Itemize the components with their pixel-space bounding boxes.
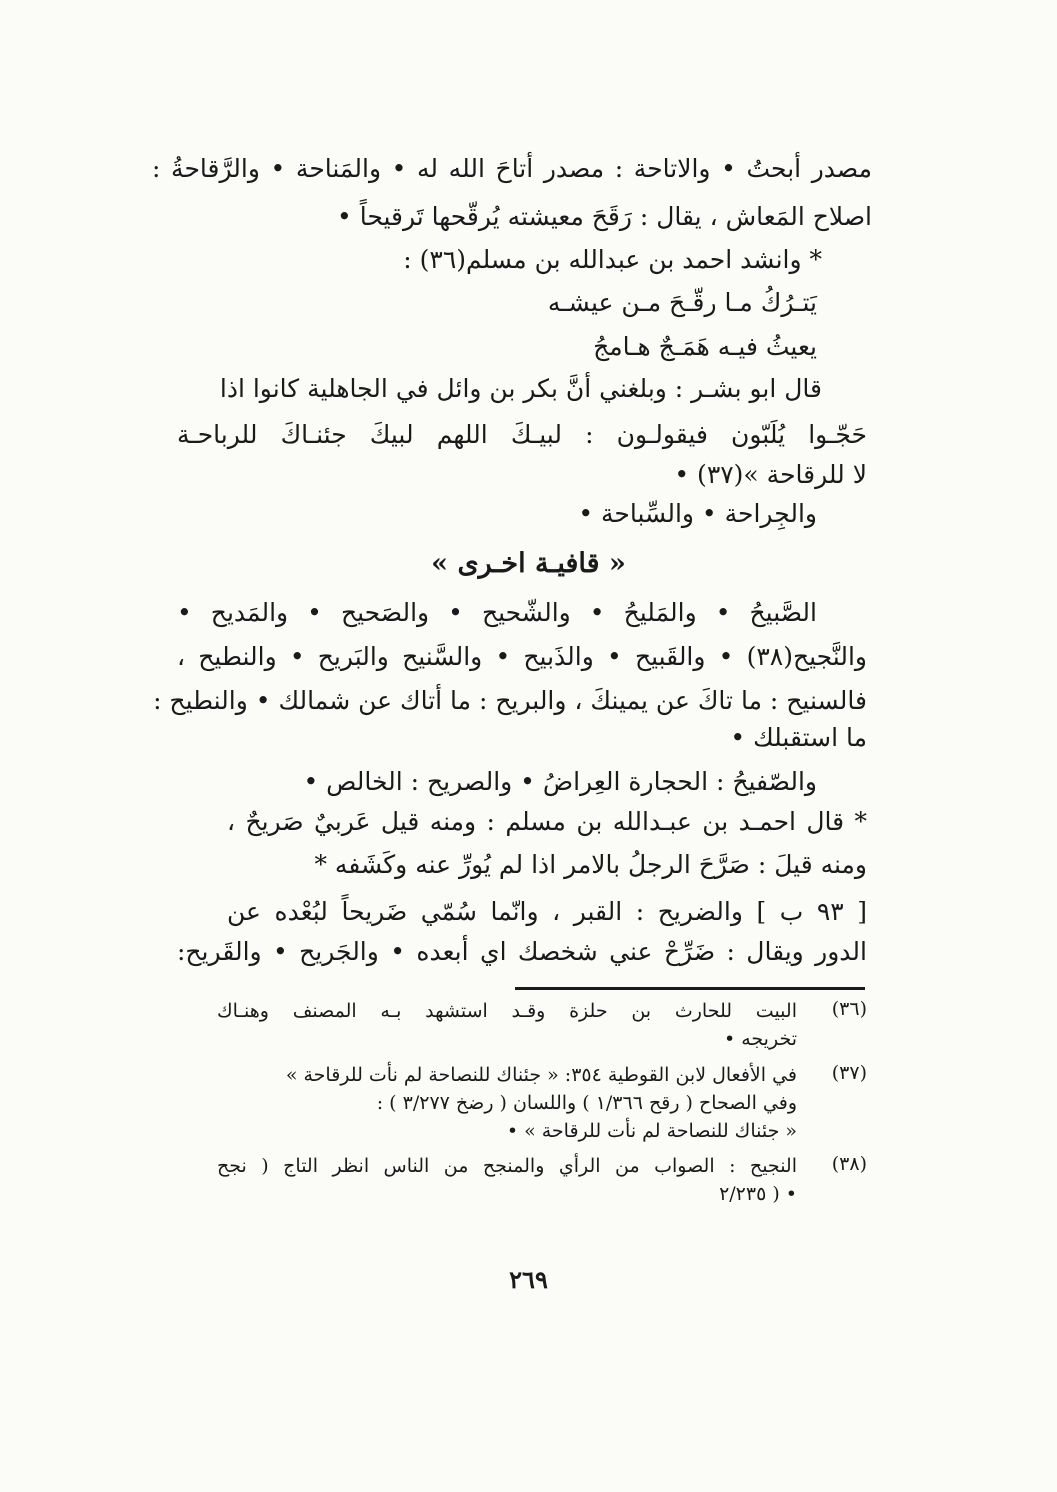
body-line: ما استقبلك • bbox=[730, 723, 867, 752]
body-line: حَجّـوا يُلَبّون فيقولـون : لبيـكَ اللهم لبيكَ جئنـاكَ للرباحـة bbox=[177, 420, 867, 449]
footnote-number: (٣٨) bbox=[831, 1153, 867, 1175]
body-line: الدور ويقال : ضَرِّحْ عني شخصك اي أبعده • والجَريح • والقَريح: bbox=[177, 937, 867, 966]
section-heading: « قافيـة اخـرى » bbox=[431, 548, 626, 579]
footnote-number: (٣٦) bbox=[831, 998, 867, 1020]
body-line: لا للرقاحة »(٣٧) • bbox=[674, 460, 867, 489]
footnote-line: تخريجه • bbox=[723, 1028, 797, 1050]
body-line: والنَّجيح(٣٨) • والقَبيح • والذَبيح • والسَّنيح والبَريح • والنطيح ، bbox=[177, 642, 867, 671]
body-line: فالسنيح : ما تاكَ عن يمينكَ ، والبريح : ما أتاك عن شمالك • والنطيح : bbox=[153, 686, 867, 715]
body-line: [ ٩٣ ب ] والضريح : القبر ، وانّما سُمّي ضَريحاً لبُعْده عن bbox=[227, 897, 868, 926]
body-line: والجِراحة • والسِّباحة • bbox=[578, 499, 817, 528]
footnote-number: (٣٧) bbox=[831, 1062, 867, 1084]
footnote-line: وفي الصحاح ( رقح ١/٣٦٦ ) واللسان ( رضخ ٣/٢٧٧ ) : bbox=[376, 1092, 797, 1114]
body-line: مصدر أبحتُ • والاتاحة : مصدر أتاحَ الله له • والمَناحة • والرَّقاحةُ : bbox=[152, 154, 872, 183]
footnote-line: في الأفعال لابن القوطية ٣٥٤: « جئناك للنصاحة لم نأت للرقاحة » bbox=[285, 1064, 797, 1086]
footnote-line: ٢/٢٣٥ ) • bbox=[719, 1183, 797, 1205]
body-line: ومنه قيلَ : صَرَّحَ الرجلُ بالامر اذا لم يُورِّ عنه وكَشَفه * bbox=[314, 850, 867, 879]
verse-line: يعيثُ فيـه هَمَـجٌ هـامجُ bbox=[593, 332, 817, 361]
body-line: * وانشد احمد بن عبدالله بن مسلم(٣٦) : bbox=[403, 245, 822, 274]
body-line: * قال احمـد بن عبـدالله بن مسلم : ومنه قيل عَربيٌ صَريحٌ ، bbox=[227, 807, 867, 836]
body-line: اصلاح المَعاش ، يقال : رَقَحَ معيشته يُرقّحها تَرقيحاً • bbox=[337, 202, 872, 231]
body-line: الصَّبيحُ • والمَليحُ • والشّحيح • والصَحيح • والمَديح • bbox=[177, 598, 817, 627]
footnote-line: البيت للحارث بن حلزة وقـد استشهد بـه المصنف وهنـاك bbox=[217, 1000, 797, 1022]
verse-line: يَتـرُكُ مـا رقّـحَ مـن عيشـه bbox=[547, 288, 817, 317]
footnote-separator bbox=[515, 987, 865, 990]
footnote-line: « جئناك للنصاحة لم نأت للرقاحة » • bbox=[506, 1120, 797, 1142]
body-line: قال ابو بشـر : وبلغني أنَّ بكر بن وائل في الجاهلية كانوا اذا bbox=[219, 374, 822, 403]
footnote-line: النجيح : الصواب من الرأي والمنجح من الناس انظر التاج ( نجح bbox=[217, 1155, 797, 1177]
page-number: ٢٦٩ bbox=[509, 1265, 548, 1294]
body-line: والصّفيحُ : الحجارة العِراضُ • والصريح : الخالص • bbox=[303, 767, 817, 796]
